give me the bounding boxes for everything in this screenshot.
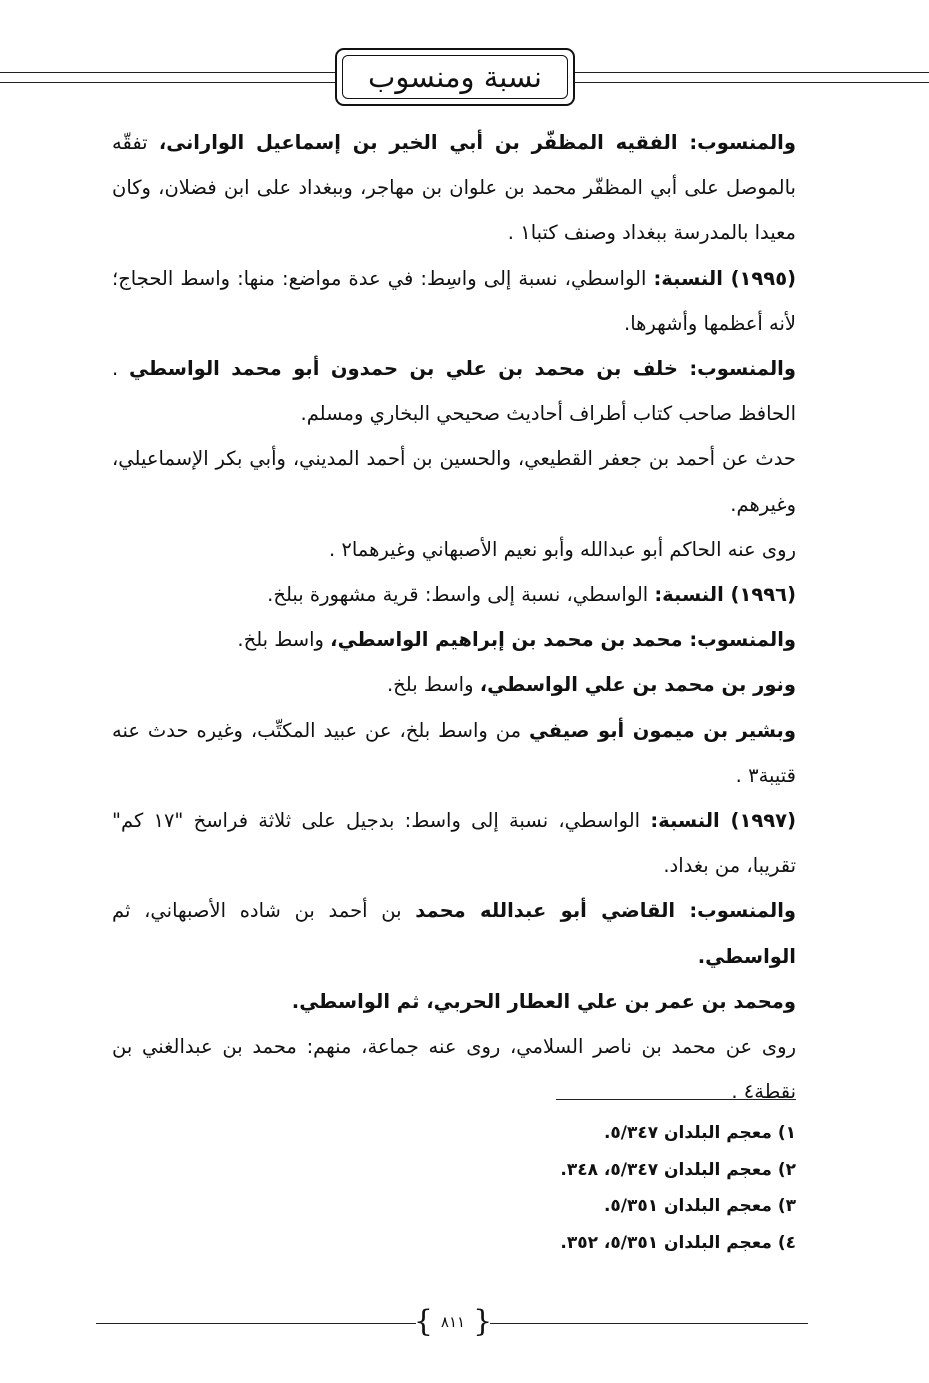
paragraph [112, 798, 796, 888]
paragraph [112, 256, 796, 346]
paragraph [112, 617, 796, 662]
header-rule-right [575, 72, 929, 73]
footnote-3: ٣) معجم البلدان ٥/٣٥١. [603, 1196, 796, 1216]
footnote-4: ٤) معجم البلدان ٥/٣٥١، ٣٥٢. [560, 1232, 796, 1253]
footnote-divider [556, 1099, 796, 1100]
bold-segment: (١٩٩٦) النسبة: [654, 583, 796, 607]
text-segment: الواسطي، نسبة إلى واسِط: في عدة مواضع: منها: واسط الحجاج؛ لأنه أعظمها وأشهرها. [112, 266, 796, 335]
footnote-1: ١) معجم البلدان ٥/٣٤٧. [603, 1123, 796, 1143]
paragraph [112, 708, 796, 798]
text-segment: واسط بلخ. [386, 673, 480, 697]
footer-rule-right [490, 1323, 808, 1324]
text-segment: واسط بلخ. [237, 628, 331, 652]
bold-segment: (١٩٩٧) النسبة: [650, 809, 796, 833]
header-rule-left [0, 72, 335, 73]
paragraph [112, 888, 796, 978]
text-segment: من واسط بلخ، عن عبيد المكتِّب، وغيره حدث عنه قتيبة٣ . [112, 718, 796, 787]
footnotes [380, 1115, 796, 1261]
text-segment: الواسطي، نسبة إلى واسط: بدجيل على ثلاثة فراسخ "١٧ كم" تقريبا، من بغداد. [112, 809, 796, 878]
footer-rule-left [96, 1323, 416, 1324]
bold-segment: والمنسوب: القاضي أبو عبدالله محمد [415, 899, 797, 923]
paragraph [112, 120, 796, 256]
text-segment: تفقّه بالموصل على أبي المظفّر محمد بن علوان بن مهاجر، وببغداد على ابن فضلان، وكان معيدا بالمدرسة ببغداد وصنف كتبا١ . [112, 131, 796, 245]
paragraph [112, 527, 796, 572]
text-segment: الواسطي، نسبة إلى واسط: قرية مشهورة ببلخ. [267, 583, 655, 607]
bold-segment: ونور بن محمد بن علي الواسطي، [479, 673, 796, 697]
footnote-2: ٢) معجم البلدان ٥/٣٤٧، ٣٤٨. [560, 1159, 796, 1180]
brace-right-icon: } [473, 1304, 493, 1339]
brace-left-icon: { [413, 1304, 433, 1339]
text-segment: روى عنه الحاكم أبو عبدالله وأبو نعيم الأصبهاني وغيرهما٢ . [328, 537, 796, 561]
bold-segment: ومحمد بن عمر بن علي العطار الحربي، ثم الواسطي. [291, 989, 796, 1013]
bold-segment: (١٩٩٥) النسبة: [653, 266, 797, 290]
text-segment: بن أحمد بن شاده الأصبهاني، ثم [112, 899, 416, 923]
text-segment: . الحافظ صاحب كتاب أطراف أحاديث صحيحي البخاري ومسلم. [112, 357, 796, 426]
paragraph [112, 979, 796, 1024]
paragraph [112, 662, 796, 707]
bold-segment: وبشير بن ميمون أبو صيفي [528, 718, 796, 742]
page-number: ٨١١ [440, 1313, 466, 1331]
bold-segment: والمنسوب: محمد بن محمد بن إبراهيم الواسطي، [330, 628, 796, 652]
bold-segment: والمنسوب: الفقيه المظفّر بن أبي الخير بن إسماعيل الوارانى، [158, 131, 796, 154]
paragraph [112, 572, 796, 617]
paragraph [112, 436, 796, 526]
page-title: نسبة ومنسوب [342, 55, 568, 99]
body-text [112, 120, 796, 1114]
title-frame [335, 48, 575, 106]
page-number-box [413, 1303, 493, 1341]
bold-segment: الواسطي. [697, 944, 796, 968]
text-segment: حدث عن أحمد بن جعفر القطيعي، والحسين بن أحمد المديني، وأبي بكر الإسماعيلي، وغيرهم. [112, 447, 796, 516]
text-segment: روى عن محمد بن ناصر السلامي، روى عنه جماعة، منهم: محمد بن عبدالغني بن نقطة٤ . [112, 1035, 796, 1104]
header-rule-left-lower [0, 82, 335, 83]
paragraph [112, 1024, 796, 1114]
header-rule-right-lower [575, 82, 929, 83]
bold-segment: والمنسوب: خلف بن محمد بن علي بن حمدون أبو محمد الواسطي [129, 357, 796, 381]
paragraph [112, 346, 796, 436]
